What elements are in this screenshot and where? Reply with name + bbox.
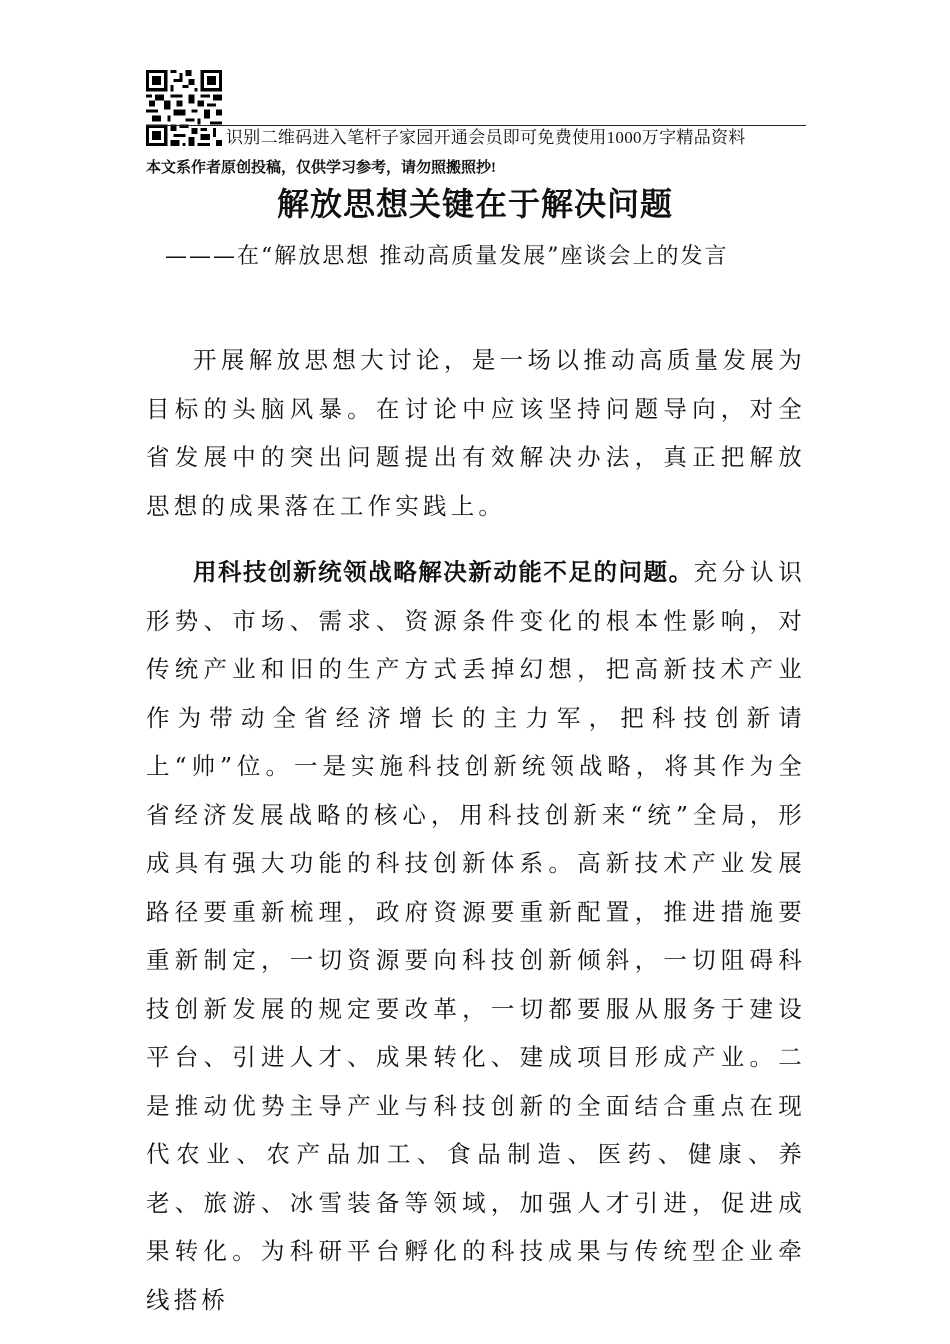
document-body (146, 336, 806, 1324)
copyright-notice: 本文系作者原创投稿，仅供学习参考，请勿照搬照抄! (146, 160, 496, 176)
paragraph-lead-heading: 用科技创新统领战略解决新动能不足的问题。 (193, 558, 694, 586)
header-divider (146, 125, 806, 126)
paragraph-text: 充分认识形势、市场、需求、资源条件变化的根本性影响，对传统产业和旧的生产方式丢掉幻想，把高新技术产业作为带动全省经济增长的主力军，把科技创新请上“帅”位。一是实施科技创新统领战略，将其作为全省经济发展战略的核心，用科技创新来“统”全局，形成具有强大功能的科技创新体系。高新技术产业发展路径要重新梳理，政府资源要重新配置，推进措施要重新制定，一切资源要向科技创新倾斜，一切阻碍科技创新发展的规定要改革，一切都要服从服务于建设平台、引进人才、成果转化、建成项目形成产业。二是推动优势主导产业与科技创新的全面结合重点在现代农业、农产品加工、食品制造、医药、健康、养老、旅游、冰雪装备等领域，加强人才引进，促进成果转化。为科研平台孵化的科技成果与传统型企业牵线搭桥 (146, 558, 806, 1314)
paragraph-intro: 开展解放思想大讨论，是一场以推动高质量发展为目标的头脑风暴。在讨论中应该坚持问题导向，对全省发展中的突出问题提出有效解决办法，真正把解放思想的成果落在工作实践上。 (146, 346, 806, 520)
qr-code-icon (146, 70, 222, 146)
document-subtitle: ———在“解放思想 推动高质量发展”座谈会上的发言 (165, 244, 729, 269)
document-title: 解放思想关键在于解决问题 (276, 185, 673, 223)
membership-banner: 识别二维码进入笔杆子家园开通会员即可免费使用1000万字精品资料 (226, 128, 746, 147)
paragraph-tech-innovation (146, 548, 806, 1324)
